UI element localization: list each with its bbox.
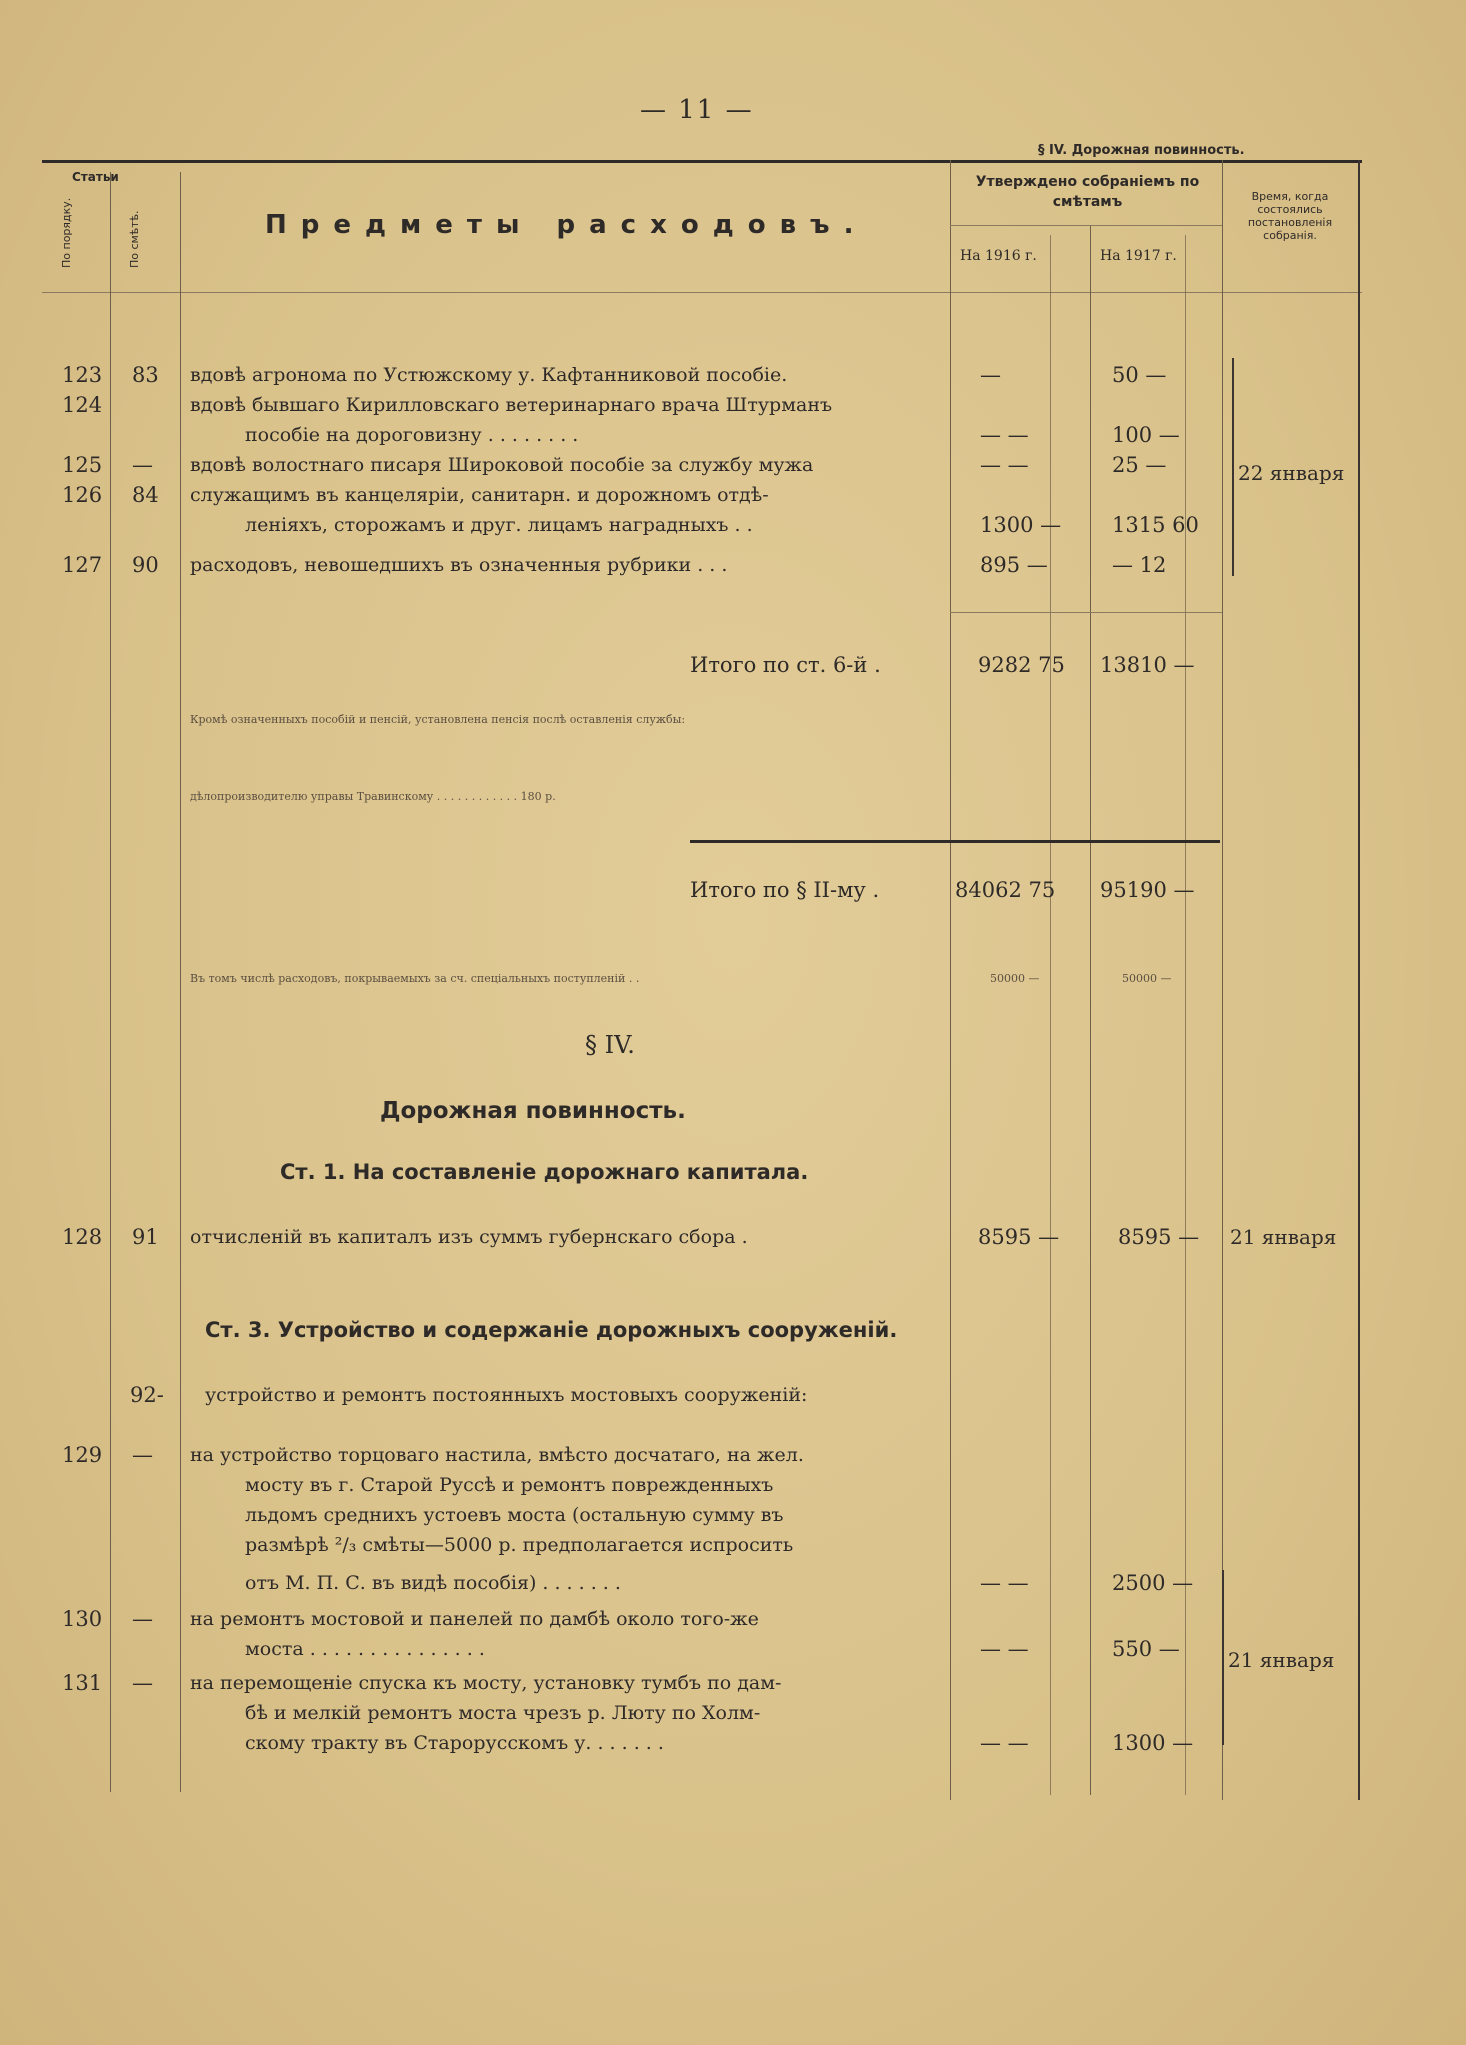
col-divider-5 [1090,225,1091,1795]
total-6-label: Итого по ст. 6-й . [690,653,881,677]
rows-v1917: 1315 60 [1112,513,1199,537]
header-po-poryadku: По порядку. [60,197,73,268]
rows-v1916: 895 — [980,553,1048,577]
rows2-text: скому тракту въ Старорусскомъ у. . . . . . . [245,1732,664,1754]
section-title: Дорожная повинность. [380,1098,686,1124]
col-divider-7 [1222,160,1223,1800]
rows-n: 124 [62,393,103,417]
rows-v1917: 50 — [1112,363,1167,387]
row128-n: 128 [62,1225,103,1249]
rows2-v1916: — — [980,1571,1029,1595]
row128-s: 91 [132,1225,159,1249]
rows2-text: на перемощеніе спуска къ мосту, установку тумбъ по дам- [190,1672,782,1694]
header-po-smete: По смѣтѣ. [128,210,141,268]
header-bottom-rule [42,292,1362,293]
rows2-v1916: — — [980,1731,1029,1755]
header-utverzhdeno: Утверждено собраніемъ по смѣтамъ [975,174,1200,210]
date-2: 21 января [1228,1648,1335,1672]
col-divider-6 [1185,235,1186,1795]
header-title: Предметы расходовъ. [265,210,868,240]
rows-s: 83 [132,363,159,387]
total-6-1917: 13810 — [1100,653,1195,677]
rows2-n: 130 [62,1607,103,1631]
rows2-text: на ремонтъ мостовой и панелей по дамбѣ около того-же [190,1608,759,1630]
row128-1917: 8595 — [1118,1225,1200,1249]
rows2-text: отъ М. П. С. въ видѣ пособія) . . . . . . . [245,1572,621,1594]
rows2-text: на устройство торцоваго настила, вмѣсто досчатаго, на жел. [190,1444,804,1466]
rows-s: 84 [132,483,159,507]
date-bracket-2 [1222,1570,1224,1745]
rows-text: вдовѣ бывшаго Кирилловскаго ветеринарнаго врача Штурманъ [190,394,833,416]
st3-heading: Ст. 3. Устройство и содержаніе дорожныхъ сооруженій. [205,1318,898,1342]
header-vremya: Время, когда состоялись постановленія собранія. [1247,190,1333,242]
rows2-text: льдомъ среднихъ устоевъ моста (остальную сумму въ [245,1504,784,1526]
rows-text: леніяхъ, сторожамъ и друг. лицамъ наградныхъ . . [245,514,753,536]
pension-note-detail: дѣлопроизводителю управы Травинскому . . . . . . . . . . . . 180 р. [190,790,556,803]
total-ii-1916: 84062 75 [955,878,1056,902]
rows-n: 127 [62,553,103,577]
total-ii-1917: 95190 — [1100,878,1195,902]
header-year-1917: На 1917 г. [1100,248,1177,264]
rows-text: вдовѣ волостнаго писаря Широковой пособіе за службу мужа [190,454,814,476]
incl-note-1917: 50000 — [1122,972,1172,985]
col-divider-1 [110,172,111,1792]
rows-n: 123 [62,363,103,387]
incl-note: Въ томъ числѣ расходовъ, покрываемыхъ за сч. спеціальныхъ поступленій . . [190,972,640,985]
header-stati: Статьи [72,170,119,184]
rows2-v1917: 1300 — [1112,1731,1194,1755]
table-right-rule [1358,160,1360,1800]
rows2-text: размѣрѣ ²/₃ смѣты—5000 р. предполагается испросить [245,1534,794,1556]
rows-n: 126 [62,483,103,507]
st1-heading: Ст. 1. На составленіе дорожнаго капитала. [280,1160,809,1184]
date-1: 22 января [1238,461,1345,485]
subtotal-rule [950,612,1222,613]
rows-v1917: — 12 [1112,553,1167,577]
rows-text: пособіе на дороговизну . . . . . . . . [245,424,579,446]
rows2-s: — [132,1671,153,1695]
section-number: § IV. [585,1031,635,1059]
col-divider-2 [180,172,181,1792]
rows2-s: — [132,1607,153,1631]
rows-v1917: 100 — [1112,423,1180,447]
incl-note-1916: 50000 — [990,972,1040,985]
rows-v1916: — — [980,453,1029,477]
rows2-v1916: — — [980,1637,1029,1661]
rows2-v1917: 2500 — [1112,1571,1194,1595]
date-bracket-1 [1232,358,1234,576]
rows-v1916: — [980,363,1001,387]
rows2-n: 129 [62,1443,103,1467]
rows2-n: 131 [62,1671,103,1695]
rows2-text: моста . . . . . . . . . . . . . . . [245,1638,485,1660]
rows-s: 90 [132,553,159,577]
row128-1916: 8595 — [978,1225,1060,1249]
rows-v1916: — — [980,423,1029,447]
total-rule [690,840,1220,843]
rows-text: вдовѣ агронома по Устюжскому у. Кафтанниковой пособіе. [190,364,788,386]
total-ii-label: Итого по § II-му . [690,878,880,902]
pension-note: Кромѣ означенныхъ пособій и пенсій, установлена пенсія послѣ оставленія службы: [190,713,686,726]
total-6-1916: 9282 75 [978,653,1065,677]
running-head: § IV. Дорожная повинность. [1038,143,1245,158]
header-year-1916: На 1916 г. [960,248,1037,264]
rows-n: 125 [62,453,103,477]
rows-s: — [132,453,153,477]
table-top-rule [42,160,1362,163]
row92-s: 92- [130,1383,164,1407]
row128-date: 21 января [1230,1225,1337,1249]
col-divider-4 [1050,235,1051,1795]
rows2-s: — [132,1443,153,1467]
rows-v1917: 25 — [1112,453,1167,477]
rows-v1916: 1300 — [980,513,1062,537]
row128-text: отчисленій въ капиталъ изъ суммъ губернскаго сбора . [190,1226,748,1248]
rows-text: расходовъ, невошедшихъ въ означенныя рубрики . . . [190,554,728,576]
rows2-text: бѣ и мелкій ремонтъ моста чрезъ р. Люту по Холм- [245,1702,761,1724]
row92-text: устройство и ремонтъ постоянныхъ мостовыхъ сооруженій: [205,1384,808,1406]
page-number: — 11 — [640,95,754,125]
rows2-text: мосту въ г. Старой Руссѣ и ремонтъ поврежденныхъ [245,1474,774,1496]
year-split-rule [950,225,1222,226]
col-divider-3 [950,160,951,1800]
rows-text: служащимъ въ канцеляріи, санитарн. и дорожномъ отдѣ- [190,484,769,506]
rows2-v1917: 550 — [1112,1637,1180,1661]
